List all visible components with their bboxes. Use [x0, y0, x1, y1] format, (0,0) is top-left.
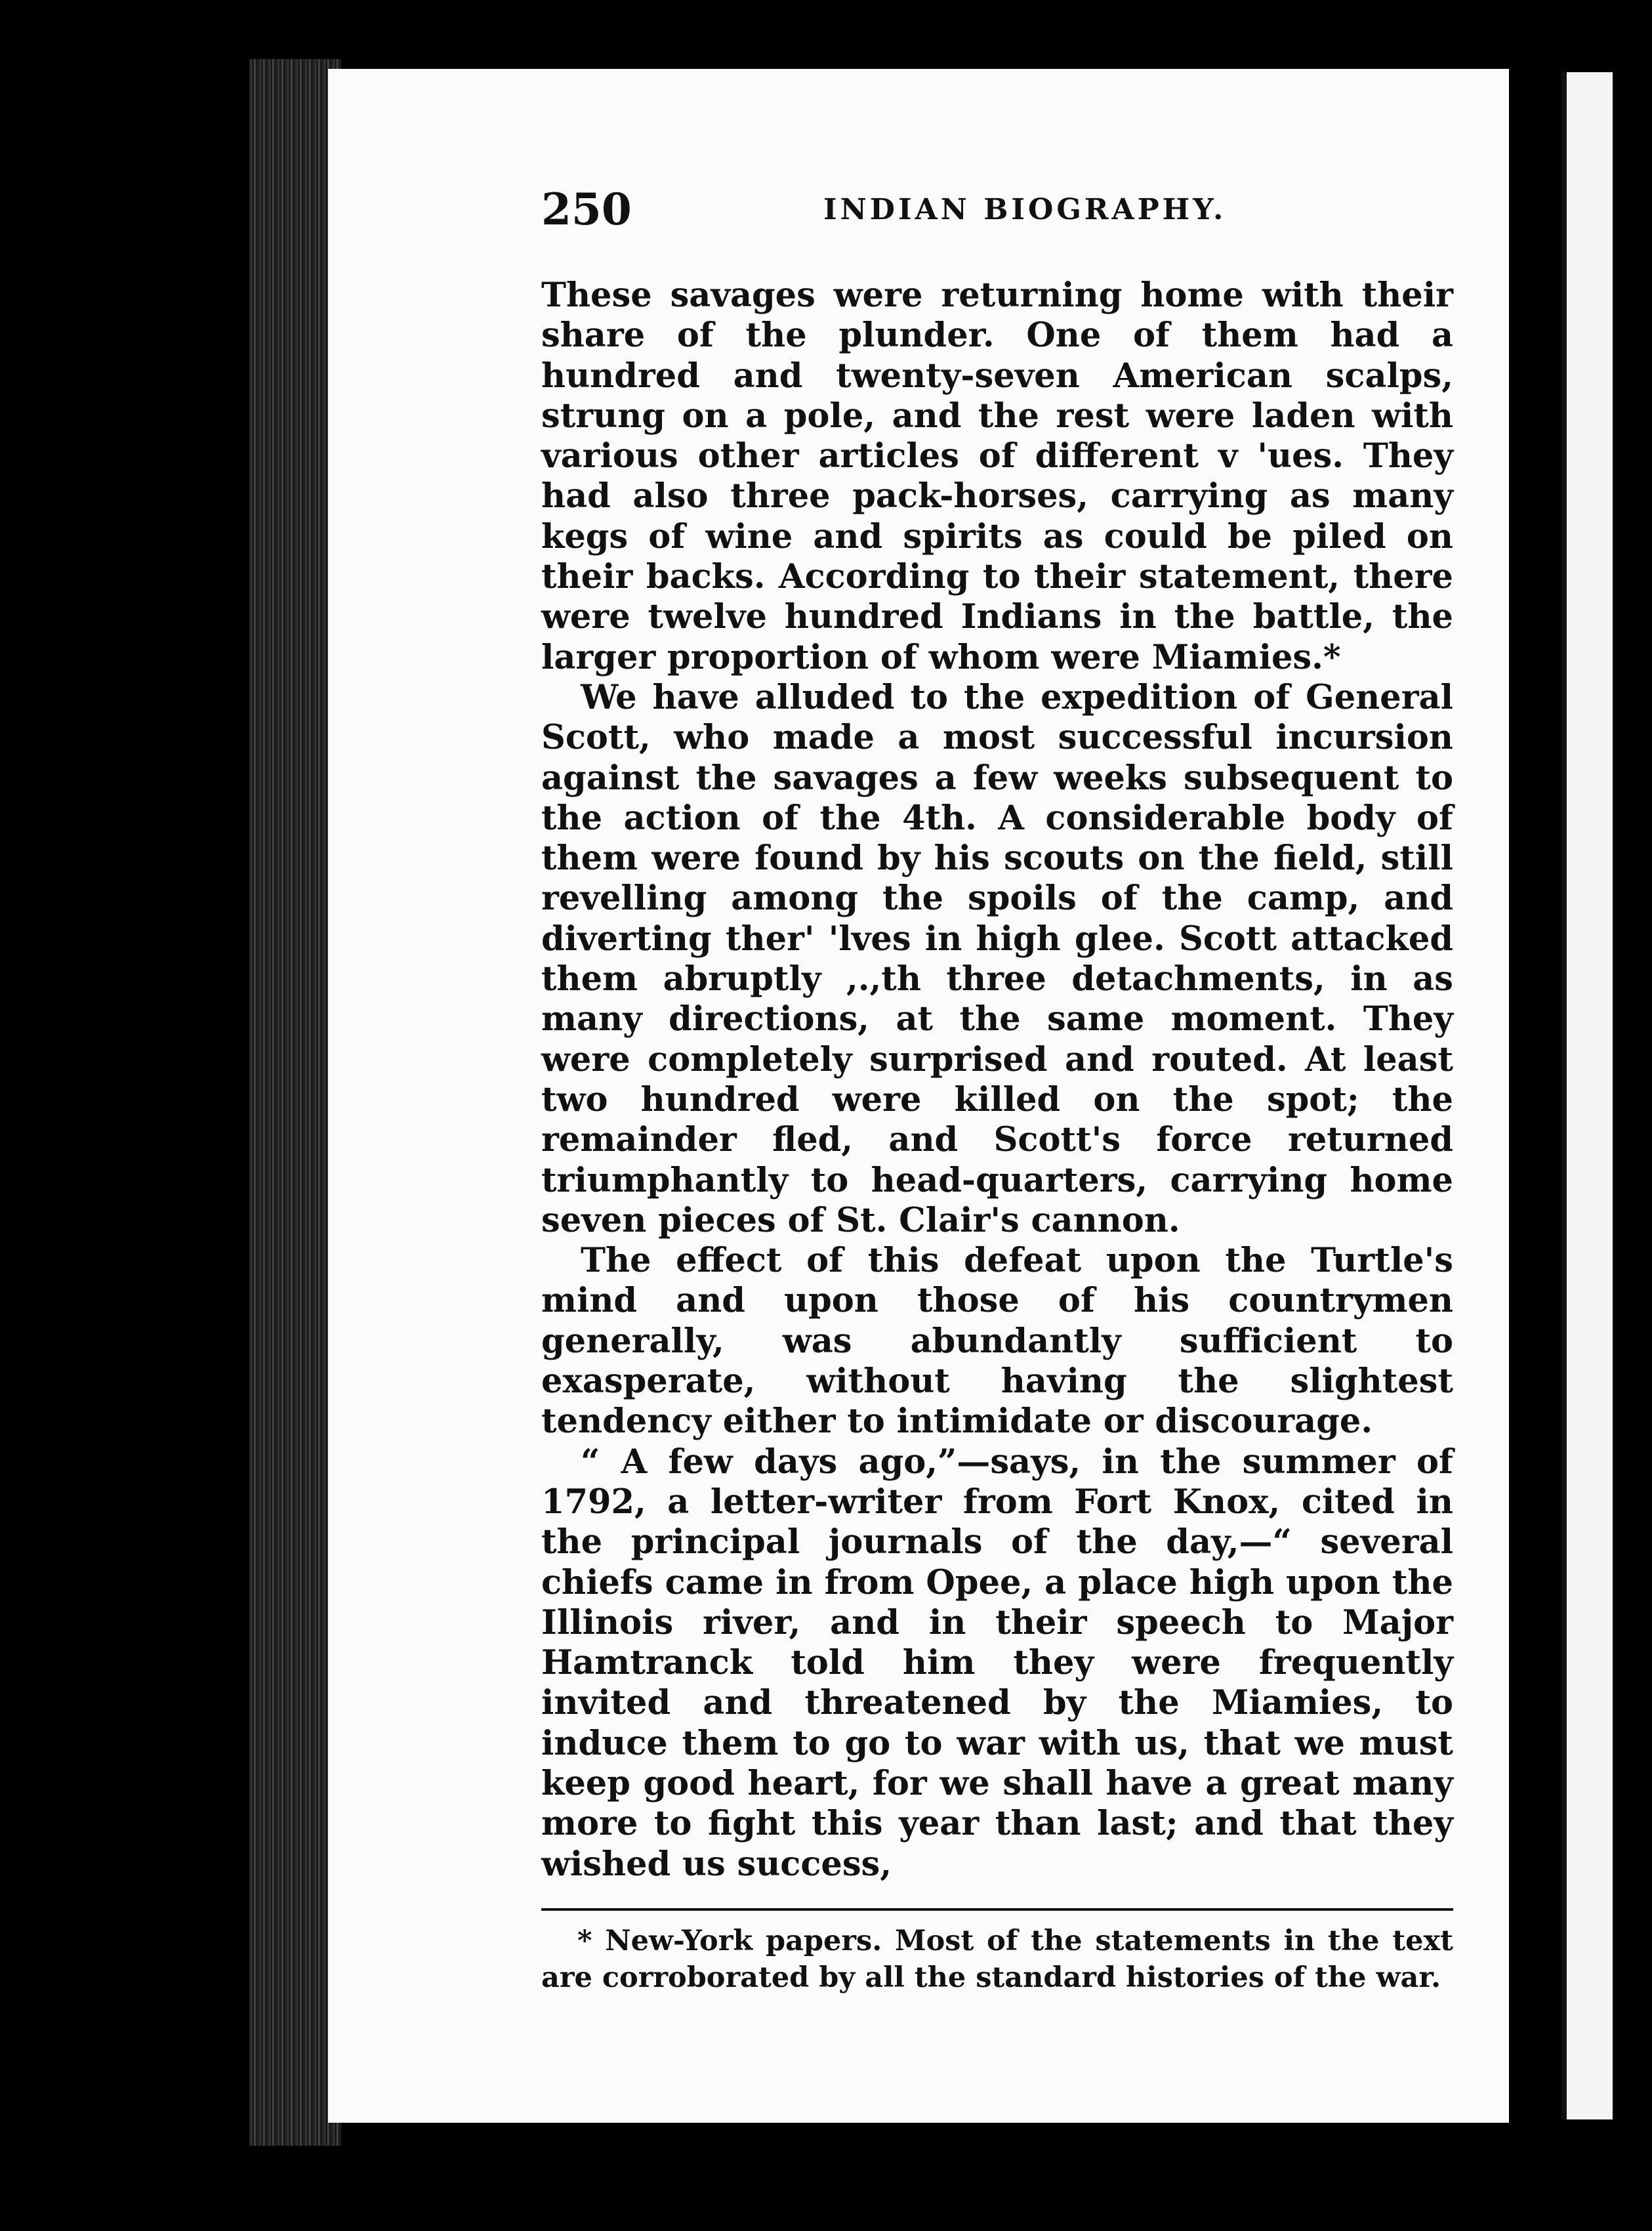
- adjacent-page-edge: [1561, 72, 1613, 2119]
- paragraph-2: We have alluded to the expedition of General Scott, who made a most successful incursion against the savages a few weeks subsequent to the action of the 4th. A considerable body of them were found by his scouts on the field, still revelling among the spoils of the camp, and diverting ther' 'lves in high glee. Scott attacked them abruptly ,.,th three detachments, in as many directions, at the same moment. They were completely surprised and routed. At least two hundred were killed on the spot; the remainder fled, and Scott's force returned triumphantly to head-quarters, carrying home seven pieces of St. Clair's cannon.: [541, 677, 1453, 1240]
- running-title: INDIAN BIOGRAPHY.: [823, 193, 1227, 226]
- paragraph-4: “ A few days ago,”—says, in the summer of 1792, a letter-writer from Fort Knox, cited in the principal journals of the day,—“ several chiefs came in from Opee, a place high upon the Illinois river, and in their speech to Major Hamtranck told him they were frequently invited and threatened by the Miamies, to induce them to go to war with us, that we must keep good heart, for we shall have a great many more to fight this year than last; and that they wished us success,: [541, 1442, 1453, 1884]
- footnote: * New-York papers. Most of the statements in the text are corroborated by all the standard histories of the war.: [541, 1924, 1453, 1994]
- footnote-rule: [541, 1908, 1453, 1911]
- running-head: [541, 184, 1453, 236]
- paragraph-3: The effect of this defeat upon the Turtle's mind and upon those of his countrymen generally, was abundantly sufficient to exasperate, without having the slightest tendency either to intimidate or discourage.: [541, 1241, 1453, 1442]
- page-text-block: [541, 184, 1453, 1996]
- page-number: 250: [541, 184, 632, 235]
- book-binding-edge: [249, 59, 341, 2146]
- paragraph-1: These savages were returning home with their share of the plunder. One of them had a hundred and twenty-seven American scalps, strung on a pole, and the rest were laden with various other articles of different v 'ues. They had also three pack-horses, carrying as many kegs of wine and spirits as could be piled on their backs. According to their statement, there were twelve hundred Indians in the battle, the larger proportion of whom were Miamies.*: [541, 276, 1453, 677]
